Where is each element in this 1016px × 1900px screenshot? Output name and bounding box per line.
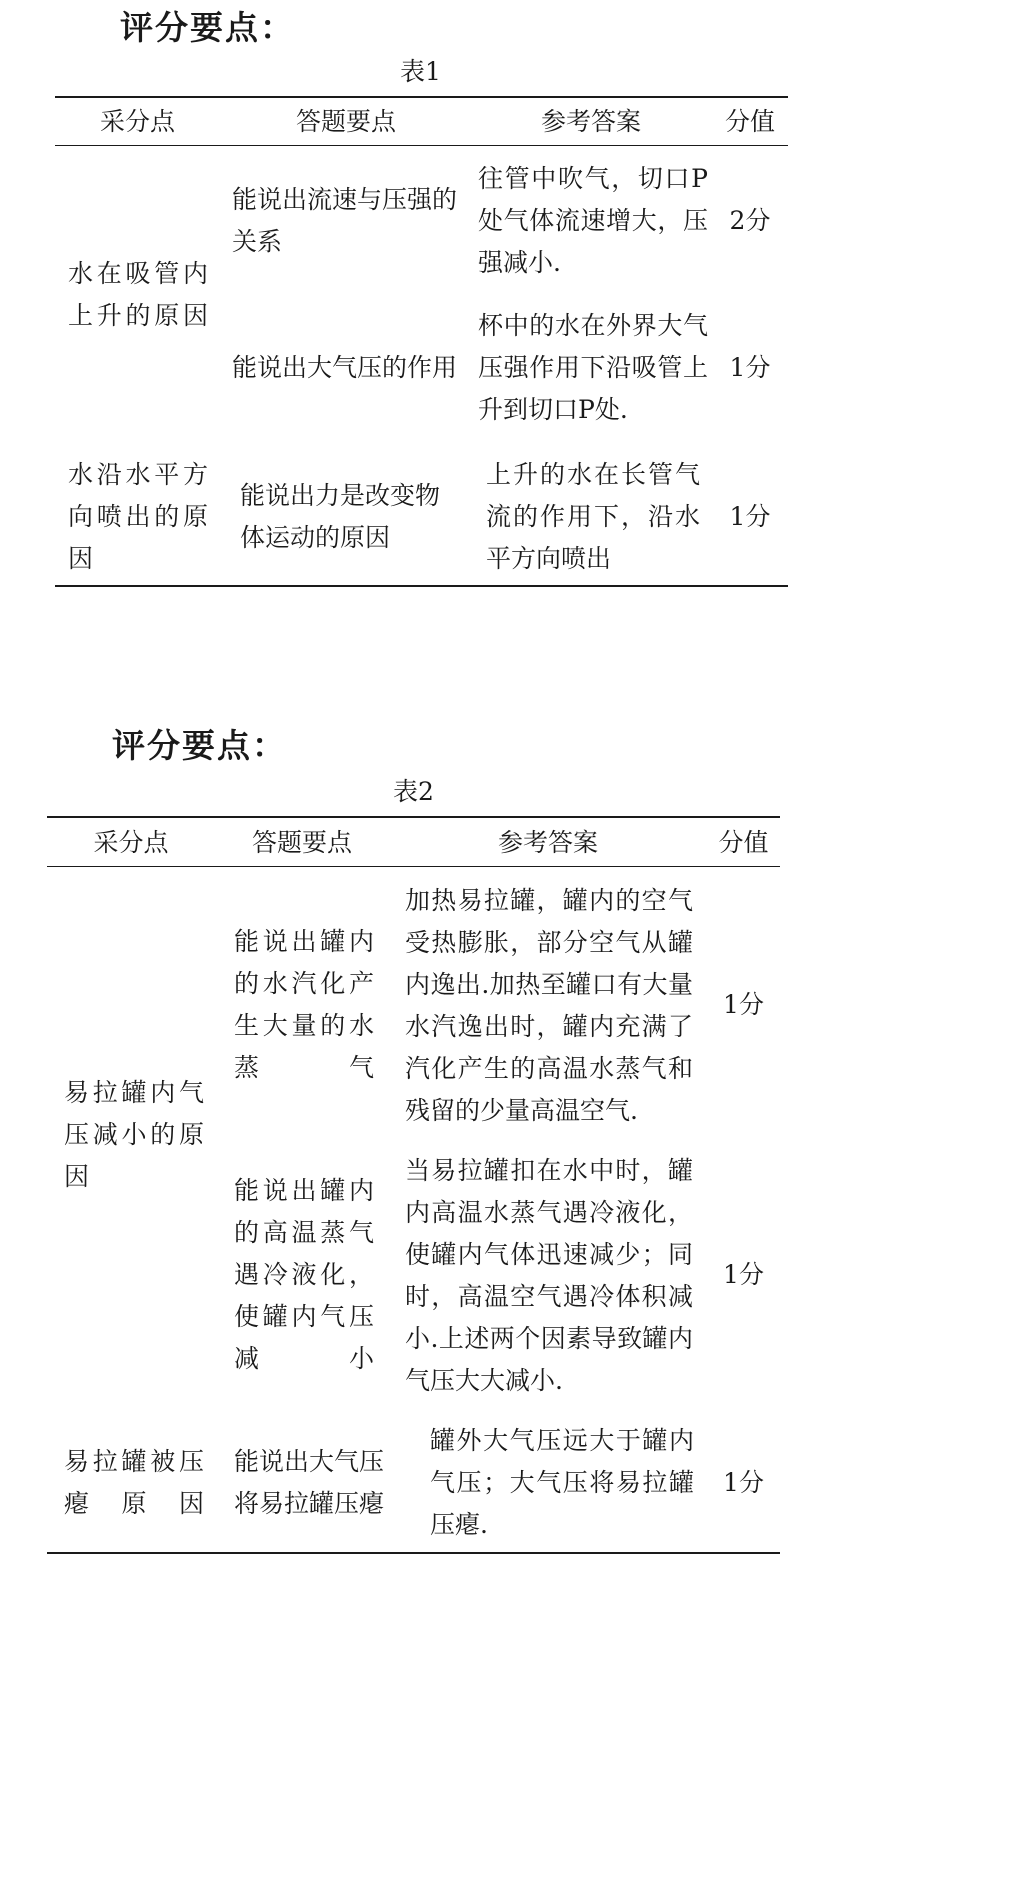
table2-row3-answer: 罐外大气压远大于罐内气压；大气压将易拉罐压瘪. [430, 1426, 694, 1539]
table1-row1-score [712, 158, 788, 284]
table2-header-point: 采分点 [93, 828, 169, 857]
table1-row1-answer: 往管中吹气，切口P处气体流速增大，压强减小. [478, 164, 708, 277]
table1-header-rule [55, 145, 788, 146]
table1-row3-point: 水沿水平方向喷出的原因 [68, 460, 208, 573]
table2-row2-score-text: 1分 [723, 1260, 764, 1289]
table1-caption: 表1 [400, 57, 441, 86]
table2-row1-answer: 加热易拉罐，罐内的空气受热膨胀，部分空气从罐内逸出.加热至罐口有大量水汽逸出时，罐内充满了汽化产生的高温水蒸气和残留的少量高温空气. [405, 886, 693, 1125]
section2-heading: 评分要点： [112, 726, 287, 765]
table2-row3-key [234, 1420, 404, 1546]
table1-row3-answer: 上升的水在长管气流的作用下，沿水平方向喷出 [486, 460, 700, 573]
table1-row2-answer: 杯中的水在外界大气压强作用下沿吸管上升到切口P处. [478, 311, 708, 424]
table2-row2-score [707, 1150, 780, 1400]
table2-row3-point [64, 1420, 204, 1546]
table2-top-rule [47, 816, 780, 818]
table2-row1-score [707, 880, 780, 1130]
table1-header-score: 分值 [724, 107, 775, 136]
table2-row1-key-text: 能说出罐内的水汽化产生大量的水蒸气 [234, 927, 374, 1082]
table2-row3-key-text: 能说出大气压将易拉罐压瘪 [234, 1447, 385, 1518]
table2-row1-point-text: 易拉罐内气压减小的原因 [64, 1078, 204, 1191]
table2-header-answer: 参考答案 [497, 828, 598, 857]
table1-header-answer: 参考答案 [540, 107, 641, 136]
table2-row2-key [234, 1150, 374, 1400]
table1-row2-score-text: 1分 [729, 353, 771, 382]
table1-row1-point [68, 150, 208, 440]
table2-row3-score-text: 1分 [723, 1468, 764, 1497]
section1-heading: 评分要点： [120, 8, 295, 47]
table2-row2-answer: 当易拉罐扣在水中时，罐内高温水蒸气遇冷液化，使罐内气体迅速减少；同时，高温空气遇冷体积减小.上述两个因素导致罐内气压大大减小. [405, 1156, 693, 1395]
table1-row3-score [712, 454, 788, 580]
table2-row1-score-text: 1分 [723, 990, 764, 1019]
table1-row1-key-text: 能说出流速与压强的关系 [232, 185, 458, 256]
table1-row3-key [240, 454, 458, 580]
table2-header-key: 答题要点 [251, 828, 352, 857]
table2-caption: 表2 [393, 777, 434, 806]
table1-row3-score-text: 1分 [729, 502, 771, 531]
table2-row2-key-text: 能说出罐内的高温蒸气遇冷液化，使罐内气压减小 [234, 1176, 374, 1373]
table1-header-point: 采分点 [99, 107, 175, 136]
table1-row3-key-text: 能说出力是改变物体运动的原因 [240, 481, 441, 552]
table1-row1-score-text: 2分 [729, 206, 771, 235]
table2-row1-key [234, 880, 374, 1130]
table2-row3-point-text: 易拉罐被压瘪原因 [64, 1447, 204, 1518]
table2-row3-score [707, 1420, 780, 1546]
table2-header-score: 分值 [718, 828, 769, 857]
table1-bottom-rule [55, 585, 788, 587]
table1-row1-key [232, 158, 464, 284]
table1-top-rule [55, 96, 788, 98]
table2-row1-point [64, 880, 204, 1390]
table2-bottom-rule [47, 1552, 780, 1554]
table1-row1-point-text: 水在吸管内上升的原因 [68, 259, 208, 330]
table2-header-rule [47, 866, 780, 867]
table1-header-key: 答题要点 [295, 107, 396, 136]
table1-row2-score [712, 305, 788, 431]
table1-row2-key [232, 305, 464, 431]
table1-row2-key-text: 能说出大气压的作用 [232, 353, 458, 382]
